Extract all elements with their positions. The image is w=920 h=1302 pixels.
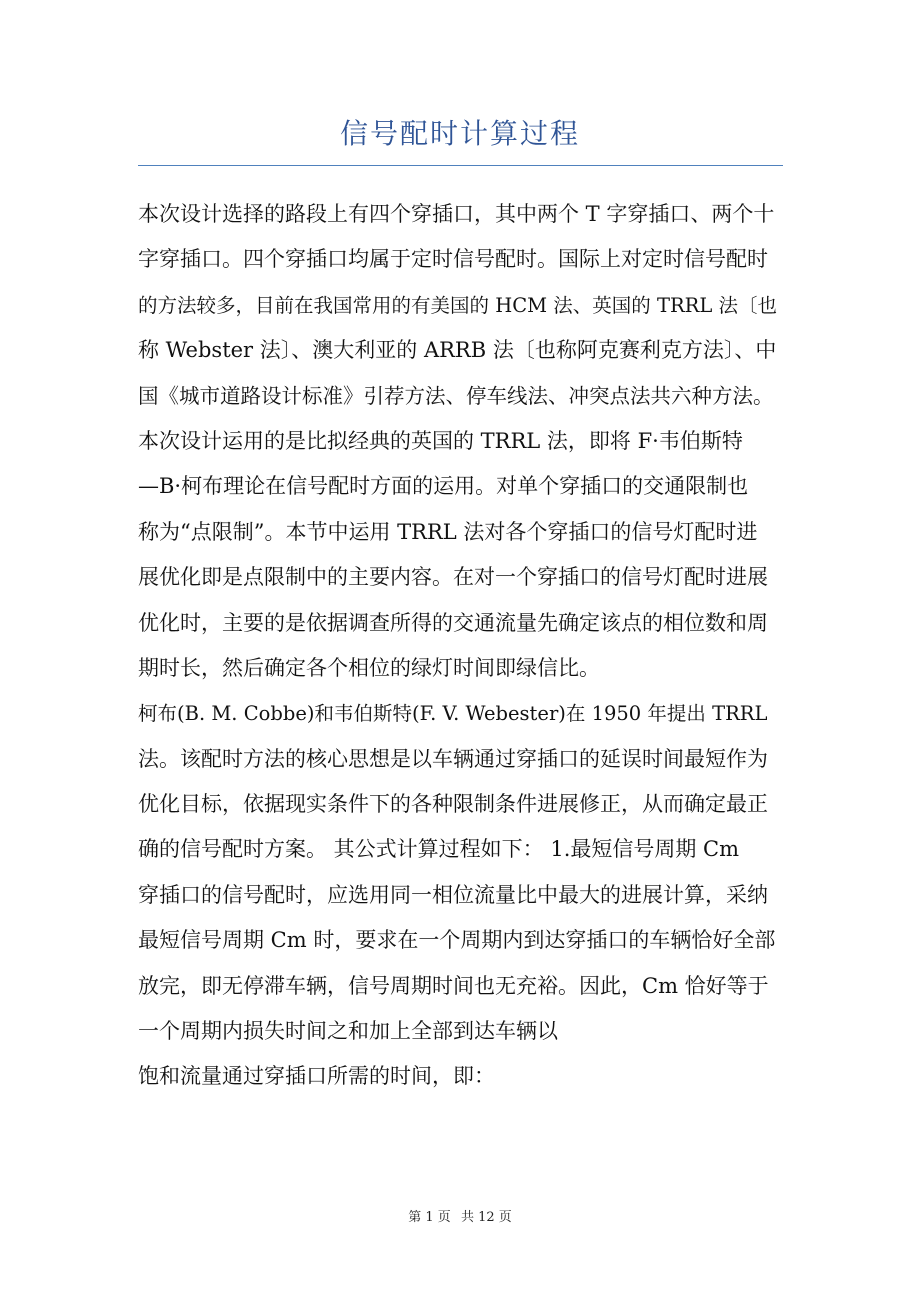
- title-underline: [138, 165, 783, 166]
- text-line: 放完，即无停滞车辆，信号周期时间也无充裕。因此，Cm 恰好等于: [138, 973, 769, 998]
- body-text: [138, 192, 783, 1100]
- text-line: 优化目标，依据现实条件下的各种限制条件进展修正，从而确定最正: [138, 792, 768, 817]
- text-line: 称 Webster 法〕、澳大利亚的 ARRB 法〔也称阿克赛利克方法〕、中: [138, 338, 777, 363]
- text-line: 确的信号配时方案。 其公式计算过程如下： 1.最短信号周期 Cm: [138, 837, 740, 862]
- text-line: 字穿插口。四个穿插口均属于定时信号配时。国际上对定时信号配时: [138, 247, 768, 272]
- text-line: —B·柯布理论在信号配时方面的运用。对单个穿插口的交通限制也: [138, 474, 749, 499]
- text-line: 最短信号周期 Cm 时，要求在一个周期内到达穿插口的车辆恰好全部: [138, 928, 776, 953]
- text-line: 柯布(B. M. Cobbe)和韦伯斯特(F. V. Webester)在 1950 年提出 TRRL: [138, 702, 768, 726]
- text-line: 一个周期内损失时间之和加上全部到达车辆以: [138, 1019, 558, 1044]
- page-footer: [0, 1206, 920, 1225]
- page-total: 共 12 页: [460, 1210, 512, 1225]
- text-line: 本次设计运用的是比拟经典的英国的 TRRL 法，即将 F·韦伯斯特: [138, 428, 743, 453]
- text-line: 优化时，主要的是依据调查所得的交通流量先确定该点的相位数和周: [138, 610, 768, 635]
- text-line: 期时长，然后确定各个相位的绿灯时间即绿信比。: [138, 655, 600, 680]
- text-line: 称为“点限制”。本节中运用 TRRL 法对各个穿插口的信号灯配时进: [138, 519, 758, 544]
- text-line: 展优化即是点限制中的主要内容。在对一个穿插口的信号灯配时进展: [138, 565, 768, 590]
- text-line: 穿插口的信号配时，应选用同一相位流量比中最大的进展计算，采纳: [138, 882, 768, 907]
- text-line: 本次设计选择的路段上有四个穿插口，其中两个 T 字穿插口、两个十: [138, 202, 775, 226]
- text-line: 饱和流量通过穿插口所需的时间，即：: [138, 1064, 495, 1089]
- text-line: 法。该配时方法的核心思想是以车辆通过穿插口的延误时间最短作为: [138, 746, 768, 771]
- document-title: 信号配时计算过程: [339, 117, 580, 150]
- page-number: 第 1 页: [408, 1210, 451, 1225]
- text-line: 国《城市道路设计标准》引荐方法、停车线法、冲突点法共六种方法。: [138, 383, 774, 408]
- text-line: 的方法较多，目前在我国常用的有美国的 HCM 法、英国的 TRRL 法〔也: [138, 293, 778, 317]
